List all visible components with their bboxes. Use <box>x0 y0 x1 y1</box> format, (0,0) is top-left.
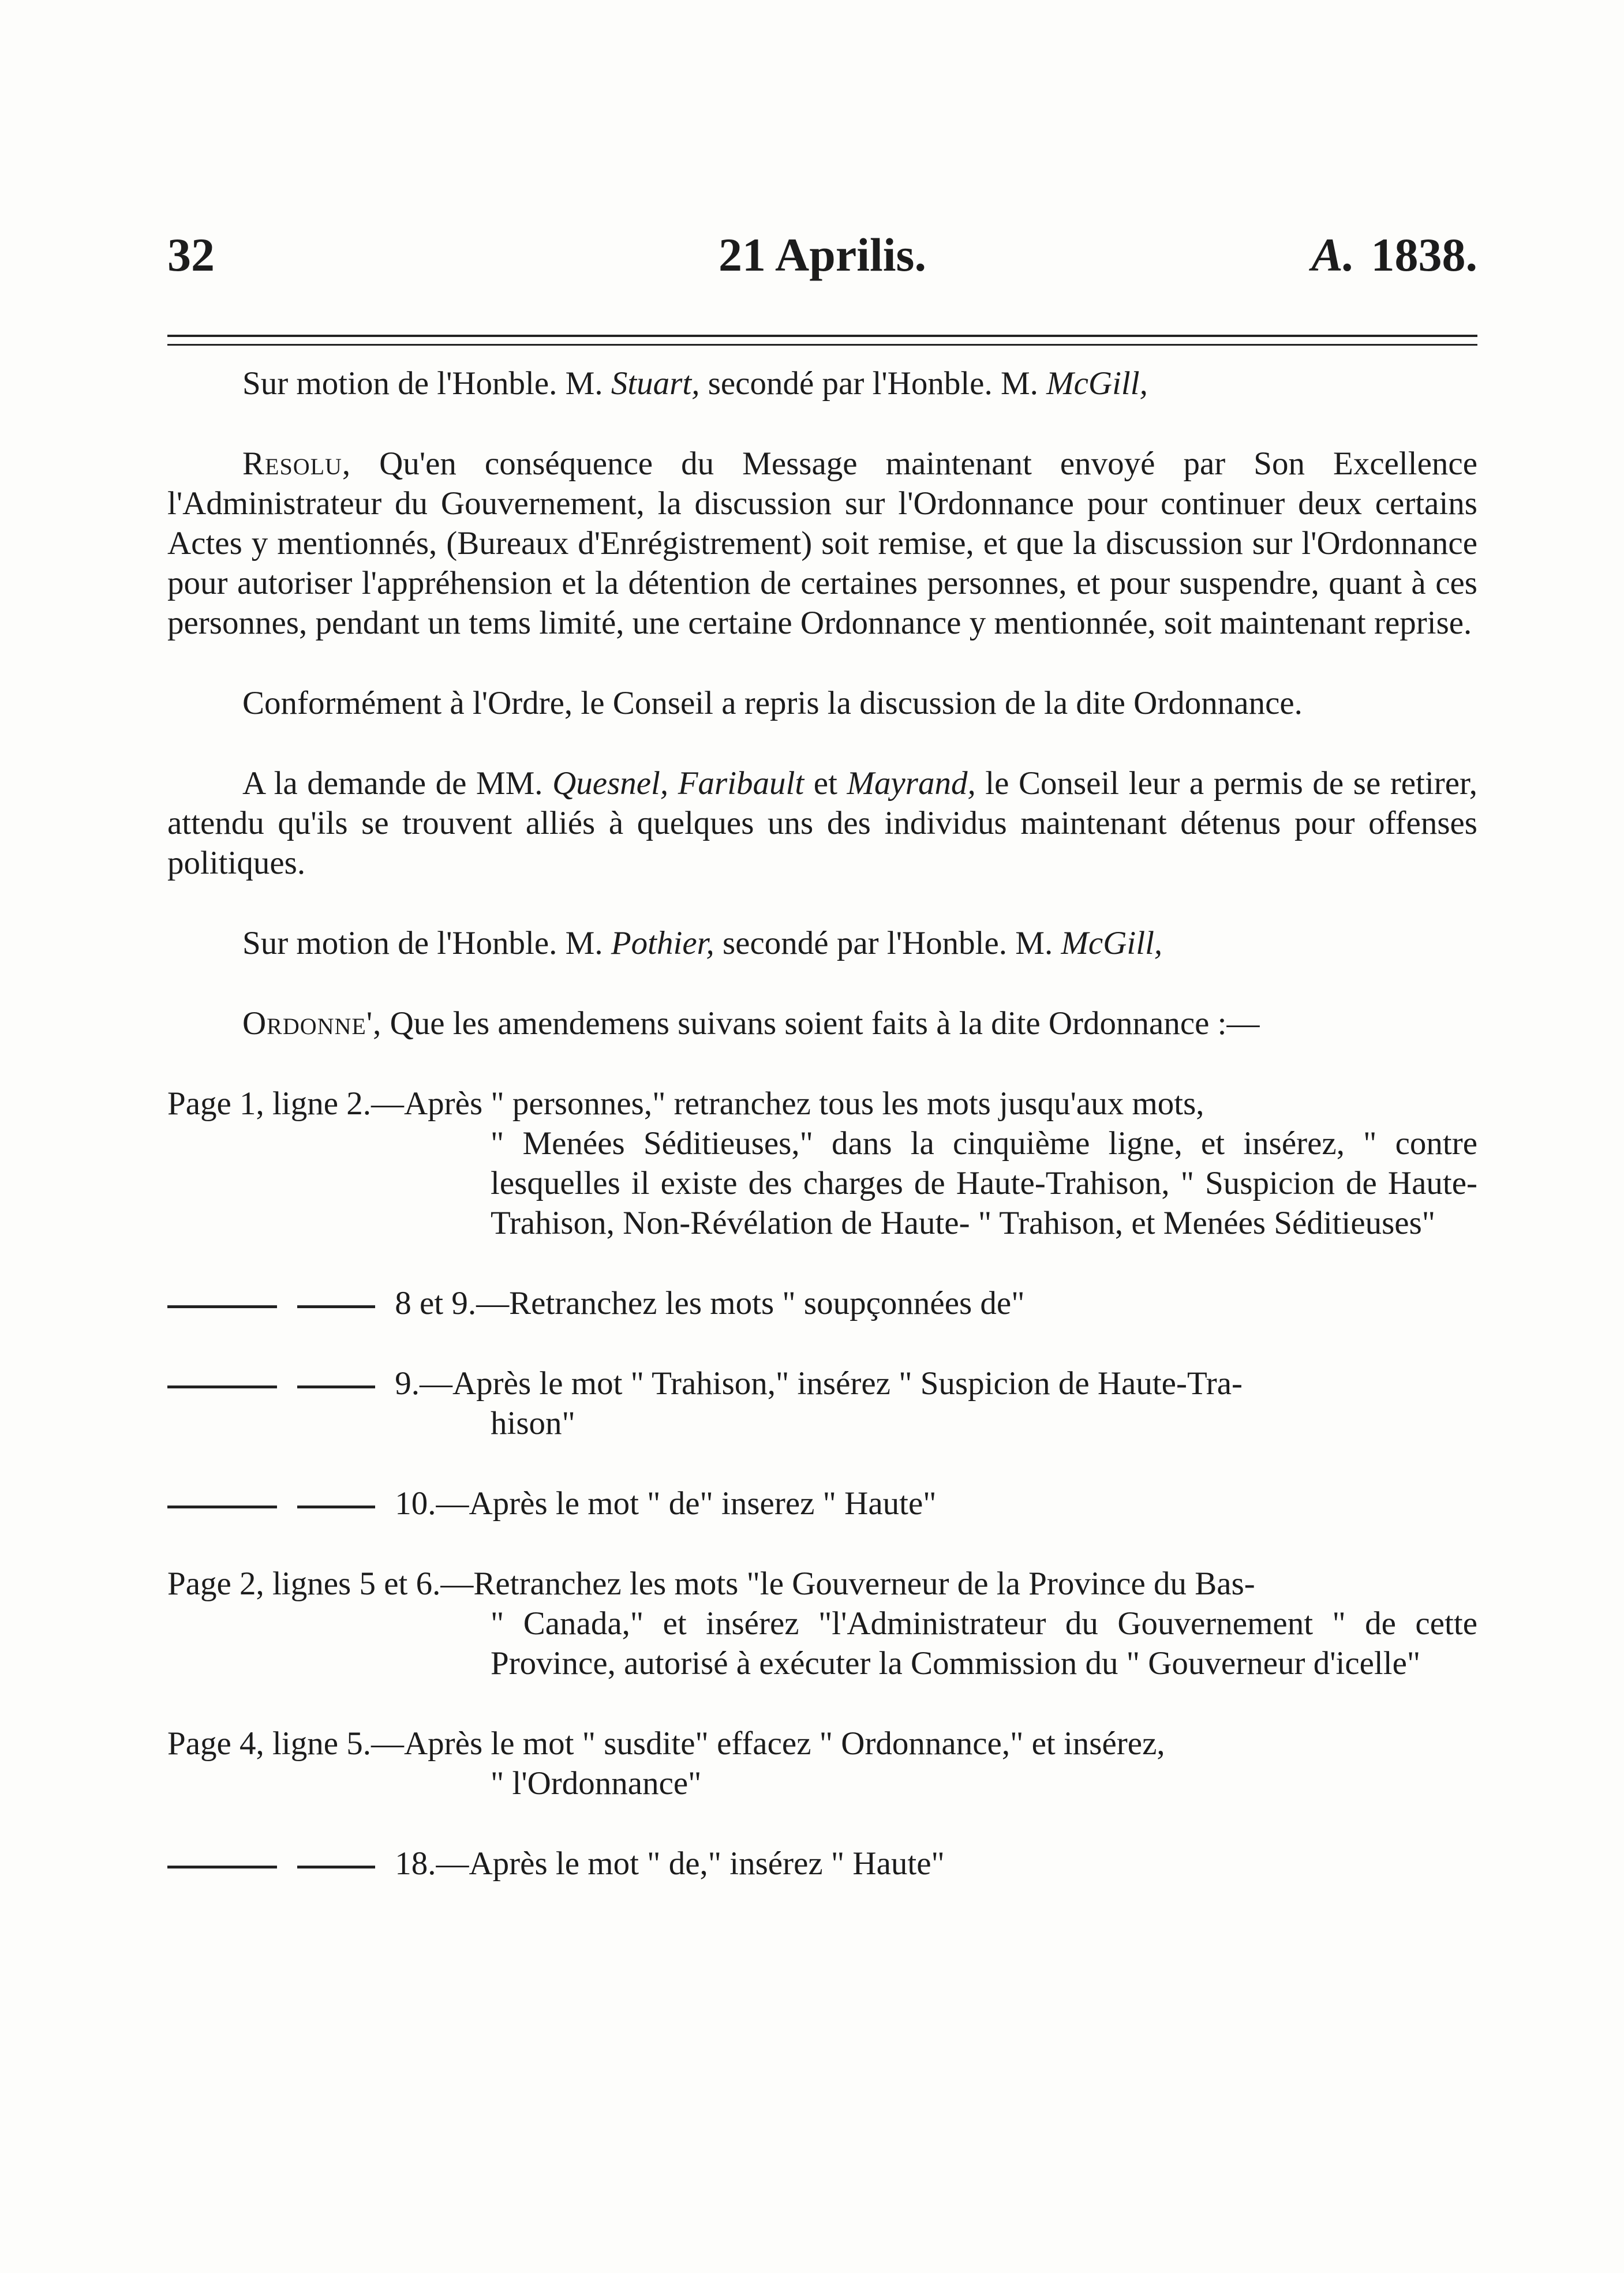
demande-et: et <box>804 765 847 802</box>
page-header <box>167 228 1477 297</box>
resolu-text: Qu'en conséquence du Message maintenant envoyé par Son Excellence l'Administrateur du Gouvernement, la discussion sur l'Ordonnance pour continuer deux certains Actes y mentionnés, (Bureaux d'Enrégistrement) soit remise, et que la discussion sur l'Ordonnance pour autoriser l'appréhension et la détention de certaines personnes, et pour suspendre, quant à ces personnes, pendant un tems limité, une certaine Ordonnance y mentionnée, soit maintenant reprise. <box>167 445 1477 641</box>
demande-text: le Conseil leur a permis de se retirer, attendu qu'ils se trouvent alliés à quelques uns des individus maintenant détenus pour offenses politiques. <box>167 765 1478 881</box>
amendment-continuation: hison" <box>491 1405 575 1441</box>
amendment-lead: Page 4, ligne 5.—Après le mot " susdite" effacez " Ordonnance," et insérez, <box>167 1725 1165 1762</box>
name-quesnel: Quesnel, <box>552 765 669 802</box>
ordonne-text: Que les amendemens suivans soient faits à la dite Ordonnance :— <box>381 1005 1260 1042</box>
amendment-text: 18.—Après le mot " de," insérez " Haute" <box>395 1845 945 1882</box>
header-year <box>1311 228 1477 282</box>
resolution-paragraph <box>167 444 1477 643</box>
amendment-6 <box>167 1724 1477 1803</box>
ditto-dashes <box>167 1295 387 1318</box>
amendment-lead: Page 2, lignes 5 et 6.—Retranchez les mots "le Gouverneur de la Province du Bas- <box>167 1566 1255 1602</box>
amendment-continuation: " Menées Séditieuses," dans la cinquième ligne, et insérez, " contre lesquelles il existe des charges de Haute-Trahison, " Suspicion de Haute-Trahison, Non-Révélation de Haute- " Trahison, et Menées Séditieuses" <box>491 1125 1477 1241</box>
motion-prefix: Sur motion de l'Honble. M. <box>242 925 611 961</box>
motion-seconder: McGill, <box>1061 925 1163 961</box>
motion-prefix: Sur motion de l'Honble. M. <box>242 365 611 402</box>
demande-paragraph <box>167 763 1477 883</box>
amendment-continuation: " Canada," et insérez "l'Administrateur du Gouvernement " de cette Province, autorisé à exécuter la Commission du " Gouverneur d'icelle" <box>491 1605 1477 1682</box>
ordonne-paragraph <box>167 1003 1477 1043</box>
amendment-1 <box>167 1084 1477 1243</box>
name-mayrand: Mayrand, <box>847 765 976 802</box>
amendment-5 <box>167 1564 1477 1683</box>
amendment-lead: Page 1, ligne 2.—Après " personnes," retranchez tous les mots jusqu'aux mots, <box>167 1085 1204 1122</box>
document-body <box>167 364 1477 1883</box>
amendment-2 <box>167 1283 1477 1323</box>
amendment-text: 9.—Après le mot " Trahison," insérez " Suspicion de Haute-Tra- <box>395 1365 1243 1402</box>
motion-stuart <box>167 364 1477 403</box>
resolu-label: Resolu, <box>242 445 351 482</box>
name-faribault: Faribault <box>678 765 804 802</box>
amendment-3 <box>167 1364 1477 1443</box>
amendment-text: 8 et 9.—Retranchez les mots " soupçonnées de" <box>395 1285 1025 1321</box>
ditto-dashes <box>167 1855 387 1878</box>
motion-mover: Pothier, <box>611 925 714 961</box>
motion-pothier <box>167 923 1477 963</box>
ditto-dashes <box>167 1495 387 1518</box>
anno-mark: A. <box>1311 229 1355 281</box>
demande-prefix: A la demande de MM. <box>242 765 553 802</box>
header-date: 21 Aprilis. <box>719 229 926 281</box>
amendment-4 <box>167 1484 1477 1523</box>
motion-middle: secondé par l'Honble. M. <box>714 925 1061 961</box>
amendment-continuation: " l'Ordonnance" <box>491 1765 702 1802</box>
amendment-text: 10.—Après le mot " de" inserez " Haute" <box>395 1485 937 1522</box>
amendment-7 <box>167 1844 1477 1883</box>
ditto-dashes <box>167 1375 387 1398</box>
header-rule-top <box>167 335 1477 337</box>
motion-mover: Stuart, <box>611 365 700 402</box>
page-number: 32 <box>167 229 215 281</box>
conforme-paragraph: Conformément à l'Ordre, le Conseil a repris la discussion de la dite Ordonnance. <box>242 685 1303 721</box>
motion-seconder: McGill, <box>1046 365 1148 402</box>
motion-middle: secondé par l'Honble. M. <box>699 365 1047 402</box>
ordonne-label: Ordonne', <box>242 1005 382 1042</box>
header-rule-bottom <box>167 344 1477 346</box>
year-value: 1838. <box>1371 229 1477 281</box>
